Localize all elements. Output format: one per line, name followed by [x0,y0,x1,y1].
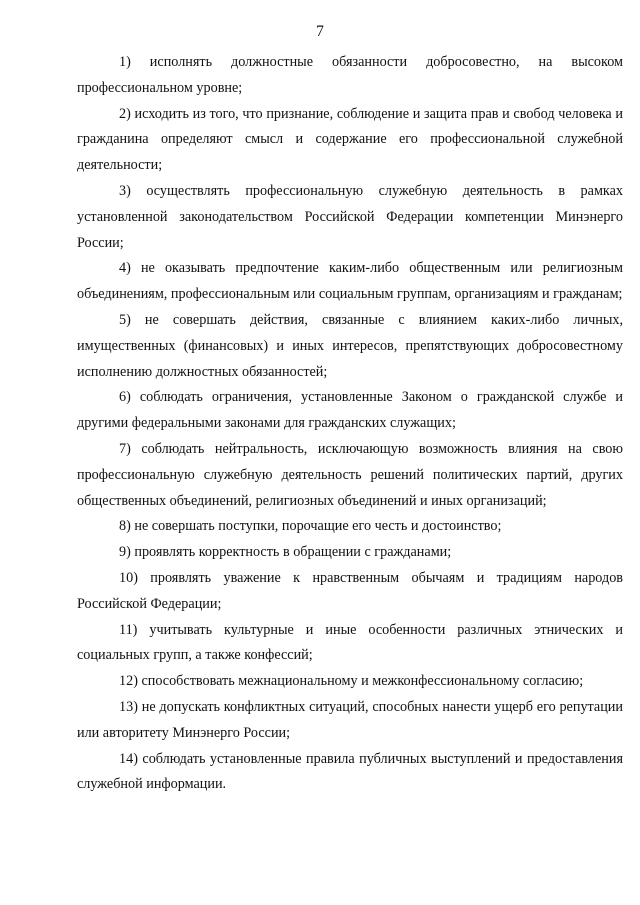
list-item: 1) исполнять должностные обязанности добросовестно, на высоком профессиональном уровне; [77,54,623,96]
list-item: 12) способствовать межнациональному и межконфессиональному согласию; [119,673,584,690]
list-item: 8) не совершать поступки, порочащие его честь и достоинство; [119,518,502,535]
list-item: 3) осуществлять профессиональную служебную деятельность в рамках установленной законодательством Российской Федерации компетенции Минэнерго России; [77,182,623,251]
list-item: 4) не оказывать предпочтение каким-либо общественным или религиозным объединениям, профессиональным или социальным группам, организациям и гражданам; [77,260,623,303]
list-item: 9) проявлять корректность в обращении с гражданами; [119,544,452,561]
list-item: 5) не совершать действия, связанные с влиянием каких-либо личных, имущественных (финансовых) и иных интересов, препятствующих добросовестному исполнению должностных обязанностей; [77,311,623,380]
duties-list [77,50,623,798]
list-item: 6) соблюдать ограничения, установленные Законом о гражданской службе и другими федеральными законами для гражданских служащих; [77,389,623,432]
page-number: 7 [316,23,324,40]
list-item: 14) соблюдать установленные правила публичных выступлений и предоставления служебной информации. [77,750,623,793]
list-item: 13) не допускать конфликтных ситуаций, способных нанести ущерб его репутации или авторитету Минэнерго России; [77,698,623,741]
list-item: 7) соблюдать нейтральность, исключающую возможность влияния на свою профессиональную служебную деятельность решений политических партий, других общественных объединений, религиозных объединений и иных организаций; [77,440,623,509]
list-item: 2) исходить из того, что признание, соблюдение и защита прав и свобод человека и гражданина определяют смысл и содержание его профессиональной служебной деятельности; [77,105,623,174]
list-item: 10) проявлять уважение к нравственным обычаям и традициям народов Российской Федерации; [77,569,623,612]
list-item: 11) учитывать культурные и иные особенности различных этнических и социальных групп, а также конфессий; [77,621,623,664]
